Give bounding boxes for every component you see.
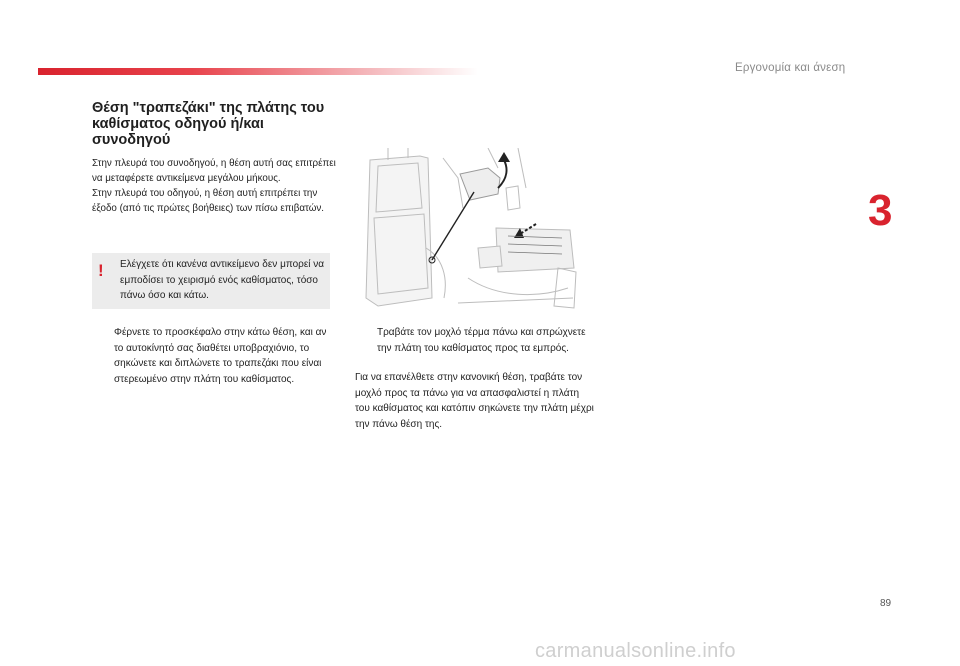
seat-table-illustration bbox=[348, 148, 580, 310]
warning-text: Ελέγχετε ότι κανένα αντικείμενο δεν μπορεί να εμποδίσει το χειρισμό ενός καθίσματος, τόσο πάνω όσο και κάτω. bbox=[120, 259, 325, 301]
watermark-text: carmanualsonline.info bbox=[535, 640, 736, 662]
chapter-number: 3 bbox=[868, 186, 893, 235]
return-instruction-text: Για να επανέλθετε στην κανονική θέση, τραβάτε τον μοχλό προς τα πάνω για να απασφαλιστεί η πλάτη του καθίσματος και κατόπιν σηκώνετε την πλάτη μέχρι την πάνω θέση της. bbox=[355, 372, 594, 430]
page-number: 89 bbox=[880, 598, 892, 609]
warning-icon: ! bbox=[98, 261, 104, 280]
section-heading: Θέση "τραπεζάκι" της πλάτης του καθίσματος οδηγού ή/και συνοδηγού bbox=[92, 100, 325, 148]
intro-text bbox=[92, 156, 342, 216]
intro-paragraph-passenger: Στην πλευρά του συνοδηγού, η θέση αυτή σας επιτρέπει να μεταφέρετε αντικείμενα μεγάλου μήκους. bbox=[92, 158, 336, 184]
instruction-step-2 bbox=[355, 325, 595, 356]
chapter-title: Εργονομία και άνεση bbox=[735, 62, 846, 74]
warning-box bbox=[92, 253, 330, 309]
instruction-step-1-text: Φέρνετε το προσκέφαλο στην κάτω θέση, και αν το αυτοκίνητό σας διαθέτει υποβραχιόνιο, το σηκώνετε και διπλώνετε το τραπεζάκι που είναι στερεωμένο στην πλάτη του καθίσματος. bbox=[114, 327, 327, 385]
instruction-step-1 bbox=[92, 325, 332, 387]
intro-paragraph-driver: Στην πλευρά του οδηγού, η θέση αυτή επιτρέπει την έξοδο (από τις πρώτες βοήθειες) των πίσω επιβατών. bbox=[92, 188, 324, 214]
header-accent-bar bbox=[38, 68, 478, 75]
instruction-step-2-text: Τραβάτε τον μοχλό τέρμα πάνω και σπρώχνετε την πλάτη του καθίσματος προς τα εμπρός. bbox=[377, 327, 586, 354]
